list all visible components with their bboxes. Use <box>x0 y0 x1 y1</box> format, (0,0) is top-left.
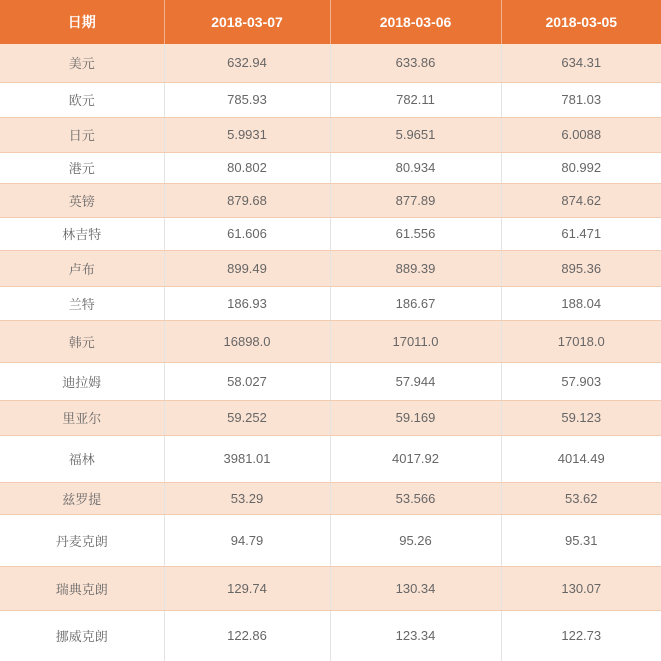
rate-cell: 53.566 <box>330 482 501 514</box>
rate-cell: 122.86 <box>164 610 330 661</box>
table-row-sar <box>0 400 661 435</box>
table-row-zar <box>0 286 661 320</box>
header-cell-col-2: 2018-03-06 <box>330 0 501 44</box>
row-label: 里亚尔 <box>0 400 164 435</box>
rate-cell: 94.79 <box>164 514 330 566</box>
rate-cell: 632.94 <box>164 44 330 82</box>
row-label: 挪威克朗 <box>0 610 164 661</box>
rate-cell: 130.34 <box>330 566 501 610</box>
table-row-myr <box>0 217 661 250</box>
table-row-pln <box>0 482 661 514</box>
row-label: 福林 <box>0 435 164 482</box>
table-body <box>0 44 661 661</box>
table-row-nok <box>0 610 661 661</box>
rate-cell: 188.04 <box>501 286 661 320</box>
rate-cell: 17018.0 <box>501 320 661 362</box>
rate-cell: 53.29 <box>164 482 330 514</box>
rate-cell: 3981.01 <box>164 435 330 482</box>
rate-cell: 4017.92 <box>330 435 501 482</box>
rate-cell: 130.07 <box>501 566 661 610</box>
table-row-usd <box>0 44 661 82</box>
row-label: 瑞典克朗 <box>0 566 164 610</box>
table-row-rub <box>0 250 661 286</box>
table-row-sek <box>0 566 661 610</box>
rate-cell: 782.11 <box>330 82 501 117</box>
header-cell-date: 日期 <box>0 0 164 44</box>
row-label: 欧元 <box>0 82 164 117</box>
rate-cell: 4014.49 <box>501 435 661 482</box>
header-cell-col-1: 2018-03-07 <box>164 0 330 44</box>
rate-cell: 59.169 <box>330 400 501 435</box>
rate-cell: 57.903 <box>501 362 661 400</box>
rate-cell: 634.31 <box>501 44 661 82</box>
rate-cell: 59.123 <box>501 400 661 435</box>
rate-cell: 6.0088 <box>501 117 661 152</box>
rate-cell: 17011.0 <box>330 320 501 362</box>
row-label: 韩元 <box>0 320 164 362</box>
row-label: 林吉特 <box>0 217 164 250</box>
rate-cell: 877.89 <box>330 183 501 217</box>
table-header <box>0 0 661 44</box>
rate-cell: 899.49 <box>164 250 330 286</box>
rate-cell: 879.68 <box>164 183 330 217</box>
rate-cell: 186.67 <box>330 286 501 320</box>
rate-cell: 80.934 <box>330 152 501 183</box>
rate-cell: 57.944 <box>330 362 501 400</box>
rate-cell: 95.31 <box>501 514 661 566</box>
header-cell-col-3: 2018-03-05 <box>501 0 661 44</box>
rate-cell: 61.606 <box>164 217 330 250</box>
table-row-huf <box>0 435 661 482</box>
row-label: 兰特 <box>0 286 164 320</box>
row-label: 丹麦克朗 <box>0 514 164 566</box>
rate-cell: 5.9931 <box>164 117 330 152</box>
row-label: 兹罗提 <box>0 482 164 514</box>
row-label: 迪拉姆 <box>0 362 164 400</box>
rate-cell: 95.26 <box>330 514 501 566</box>
rate-cell: 59.252 <box>164 400 330 435</box>
rate-cell: 186.93 <box>164 286 330 320</box>
rate-cell: 895.36 <box>501 250 661 286</box>
row-label: 英镑 <box>0 183 164 217</box>
table-row-jpy <box>0 117 661 152</box>
rate-cell: 80.992 <box>501 152 661 183</box>
table-row-krw <box>0 320 661 362</box>
row-label: 卢布 <box>0 250 164 286</box>
header-row <box>0 0 661 44</box>
rate-cell: 61.471 <box>501 217 661 250</box>
table-row-dkk <box>0 514 661 566</box>
rate-cell: 123.34 <box>330 610 501 661</box>
rate-cell: 5.9651 <box>330 117 501 152</box>
row-label: 美元 <box>0 44 164 82</box>
table-row-hkd <box>0 152 661 183</box>
rate-cell: 80.802 <box>164 152 330 183</box>
rate-cell: 122.73 <box>501 610 661 661</box>
row-label: 港元 <box>0 152 164 183</box>
rate-cell: 16898.0 <box>164 320 330 362</box>
rate-cell: 633.86 <box>330 44 501 82</box>
rate-cell: 129.74 <box>164 566 330 610</box>
row-label: 日元 <box>0 117 164 152</box>
table-row-eur <box>0 82 661 117</box>
rate-cell: 58.027 <box>164 362 330 400</box>
rate-cell: 781.03 <box>501 82 661 117</box>
rate-cell: 889.39 <box>330 250 501 286</box>
rate-cell: 785.93 <box>164 82 330 117</box>
rate-cell: 53.62 <box>501 482 661 514</box>
table-row-gbp <box>0 183 661 217</box>
table-row-aed <box>0 362 661 400</box>
rate-cell: 61.556 <box>330 217 501 250</box>
rate-cell: 874.62 <box>501 183 661 217</box>
